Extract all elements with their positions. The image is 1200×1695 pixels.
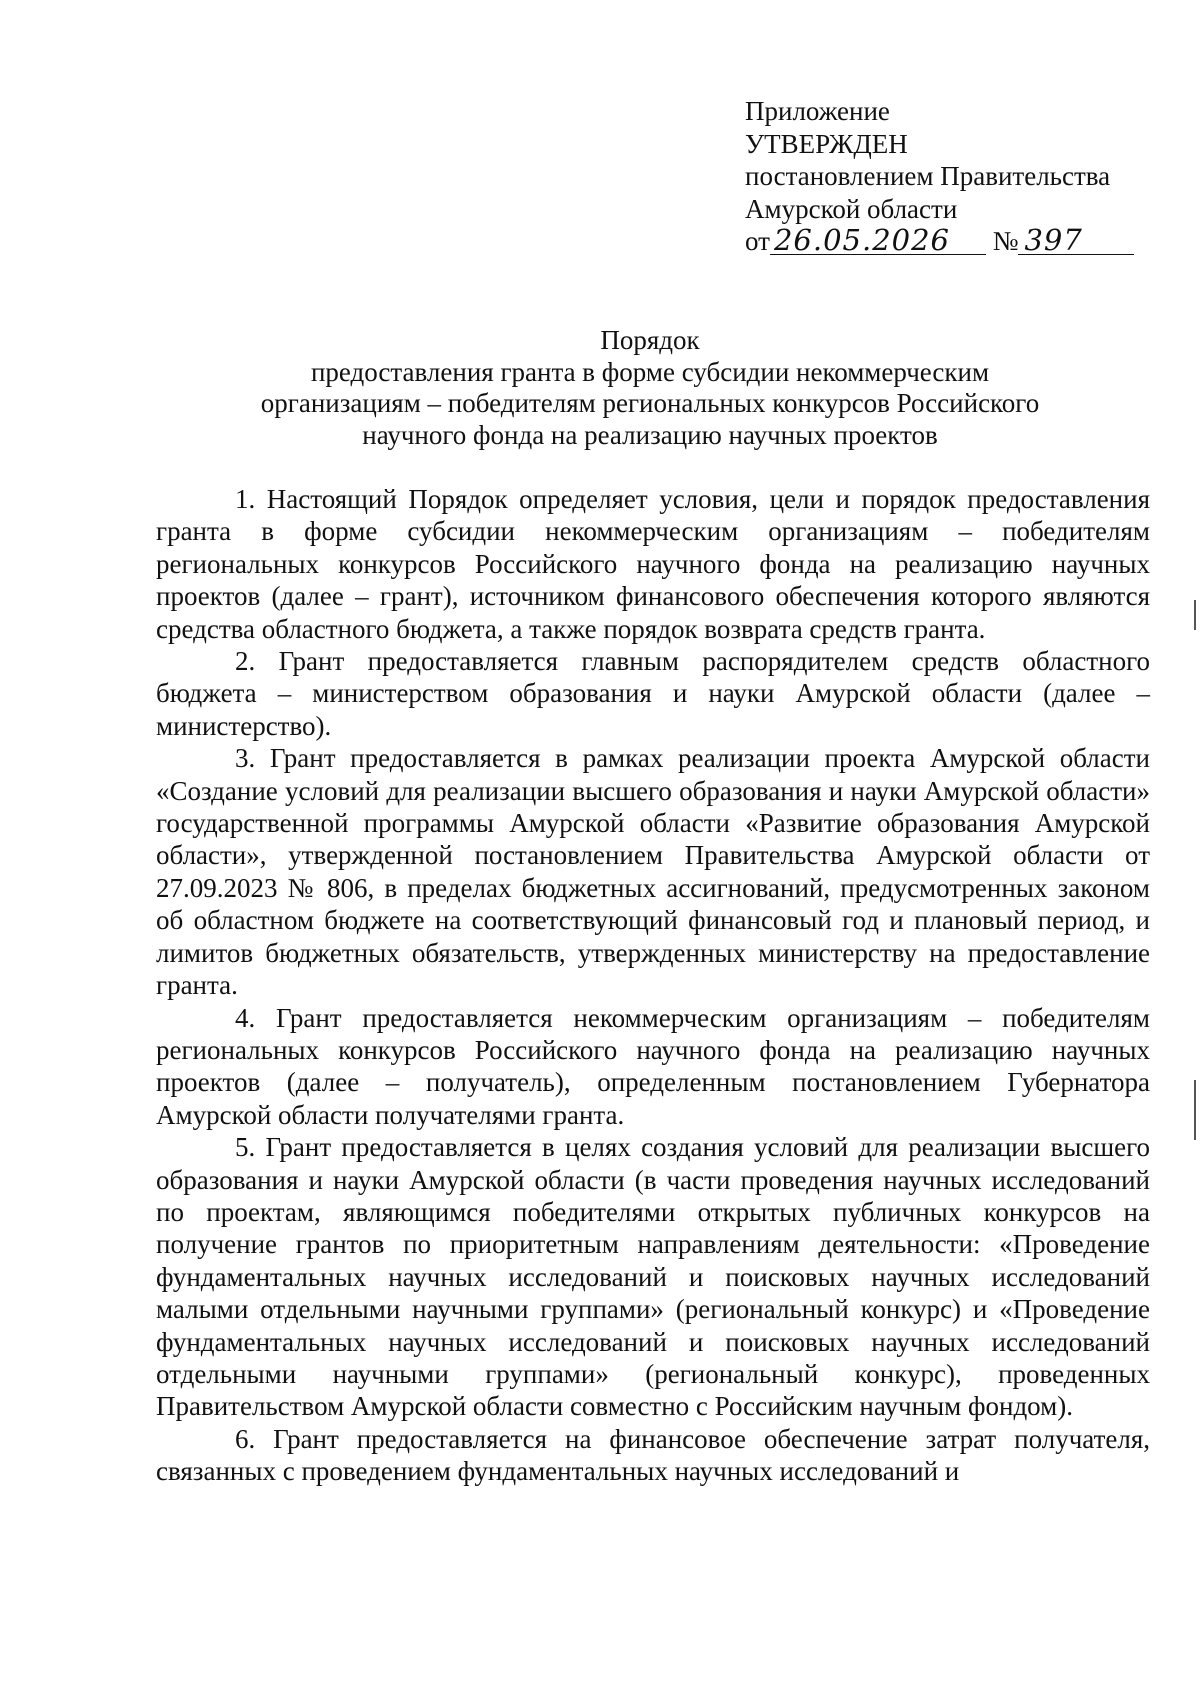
approval-stamp-block: [745, 95, 1165, 258]
paragraph-6: 6. Грант предоставляется на финансовое обеспечение затрат получателя, связанных с проведением фундаментальных научных исследований и: [156, 1423, 1150, 1487]
paragraph-2: 2. Грант предоставляется главным распорядителем средств областного бюджета – министерством образования и науки Амурской области (далее – министерство).: [156, 646, 1150, 741]
title-line-1: предоставления гранта в форме субсидии некоммерческим: [310, 356, 990, 387]
approval-date-prefix: от: [745, 226, 770, 256]
paragraph-4: 4. Грант предоставляется некоммерческим организациям – победителям региональных конкурсов Российского научного фонда на реализацию научных проектов (далее – получатель), определенным постановлением Губернатора Амурской области получателями гранта.: [156, 1002, 1150, 1130]
approval-resolution-label: постановлением Правительства: [745, 161, 1111, 191]
approval-date-line: [745, 225, 1165, 258]
title-heading: Порядок: [600, 325, 700, 355]
title-line-2: организациям – победителям региональных конкурсов Российского: [260, 388, 1040, 418]
approval-appendix-label: Приложение: [745, 96, 890, 126]
scan-edge-mark: [1194, 600, 1196, 630]
approval-approved-label: УТВЕРЖДЕН: [745, 128, 908, 159]
paragraph-3: 3. Грант предоставляется в рамках реализации проекта Амурской области «Создание условий для реализации высшего образования и науки Амурской области» государственной программы Амурской области «Развитие образования Амурской области», утвержденной постановлением Правительства Амурской области от 27.09.2023 № 806, в пределах бюджетных ассигнований, предусмотренных законом об областном бюджете на соответствующий финансовый год и плановый период, и лимитов бюджетных обязательств, утвержденных министерству на предоставление гранта.: [156, 743, 1150, 1001]
approval-number-label: №: [992, 226, 1019, 256]
title-line-3: научного фонда на реализацию научных проектов: [362, 419, 938, 450]
document-body: [156, 483, 1150, 1488]
approval-region-label: Амурской области: [745, 193, 958, 224]
paragraph-1: 1. Настоящий Порядок определяет условия, цели и порядок предоставления гранта в форме субсидии некоммерческим организациям – победителям региональных конкурсов Российского научного фонда на реализацию научных проектов (далее – грант), источником финансового обеспечения которого являются средства областного бюджета, а также порядок возврата средств гранта.: [156, 484, 1150, 644]
scan-edge-mark: [1194, 1080, 1196, 1140]
paragraph-5: 5. Грант предоставляется в целях создания условий для реализации высшего образования и науки Амурской области (в части проведения научных исследований по проектам, являющимся победителями открытых публичных конкурсов на получение грантов по приоритетным направлениям деятельности: «Проведение фундаментальных научных исследований и поисковых научных исследований малыми отдельными научными группами» (региональный конкурс) и «Проведение фундаментальных научных исследований и поисковых научных исследований отдельными научными группами» (региональный конкурс), проведенных Правительством Амурской области совместно с Российским научным фондом).: [156, 1132, 1150, 1422]
document-title: [150, 325, 1150, 451]
approval-number-value: 397: [1018, 226, 1134, 255]
approval-date-value: 26.05.2026: [770, 226, 986, 255]
